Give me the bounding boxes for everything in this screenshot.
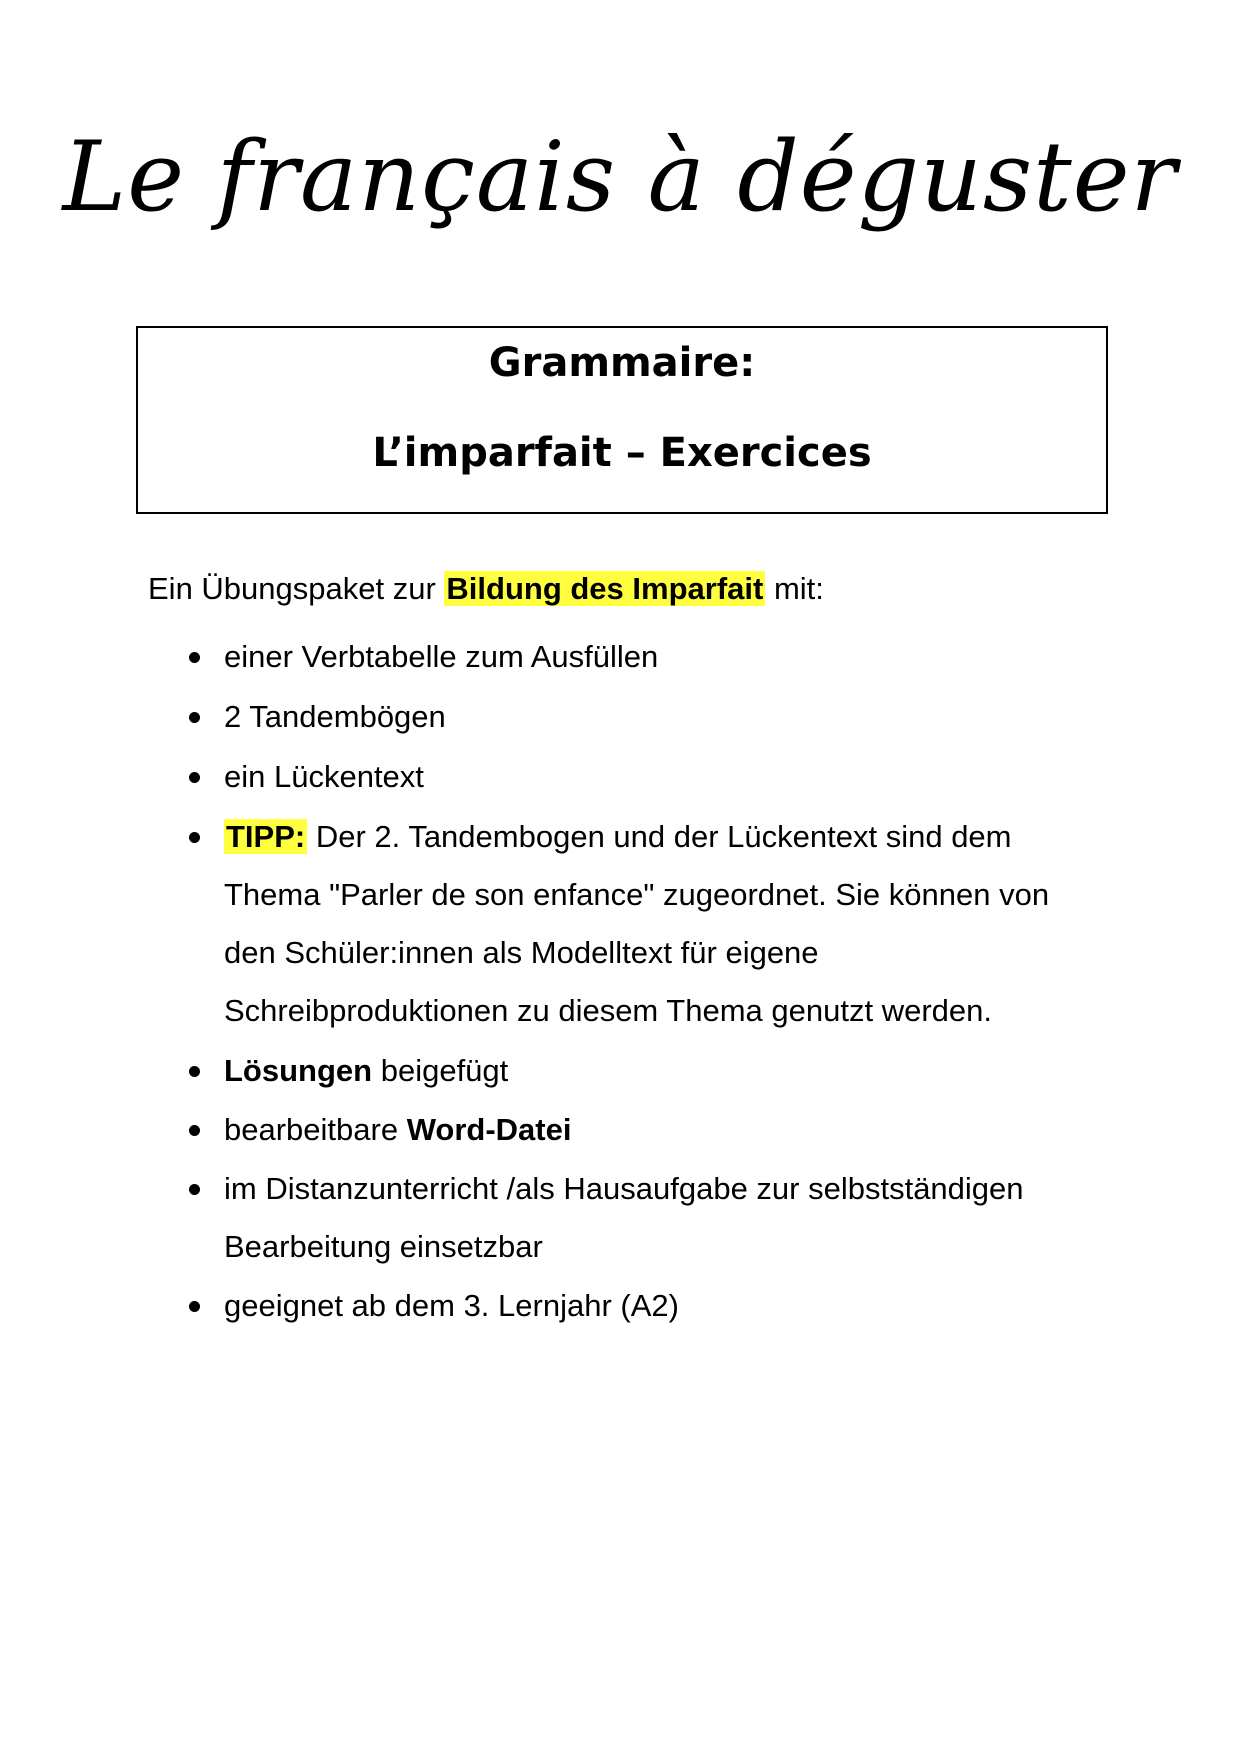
list-item [224,1101,1104,1159]
bullet-icon [189,832,200,843]
list-item [224,1160,1104,1276]
grammar-heading: Grammaire: [488,340,756,386]
list-item [224,748,1104,806]
intro-before: Ein Übungspaket zur [148,571,445,606]
list-item [224,1042,1104,1100]
solutions-label: Lösungen [224,1053,373,1088]
list-item-text: ein Lückentext [224,759,424,794]
list-item [224,628,1104,686]
tipp-label: TIPP: [226,819,306,854]
bullet-icon [189,652,200,663]
list-item-tipp [224,808,1104,1040]
bullet-icon [189,1066,200,1077]
script-title: Le français à déguster [62,121,1178,233]
list-item [224,1277,1104,1335]
bullet-icon [189,1184,200,1195]
list-item-text: einer Verbtabelle zum Ausfüllen [224,639,659,674]
list-item-text: beigefügt [372,1053,509,1088]
tipp-text: Der 2. Tandembogen und der Lückentext sind dem Thema "Parler de son enfance" zugeordnet. Sie können von den Schüler:innen als Modelltext für eigene Schreibproduktionen zu diesem Thema genutzt werden. [224,819,1050,1028]
bullet-icon [189,1125,200,1136]
word-file-label: Word-Datei [406,1112,572,1147]
intro-text [148,568,824,610]
list-item [224,688,1104,746]
exercise-title: L’imparfait – Exercices [372,430,872,476]
bullet-icon [189,772,200,783]
list-item-text: im Distanzunterricht /als Hausaufgabe zur selbstständigen Bearbeitung einsetzbar [224,1171,1024,1264]
intro-highlight: Bildung des Imparfait [446,571,764,606]
list-item-text: bearbeitbare [224,1112,407,1147]
intro-after: mit: [765,571,824,606]
bullet-icon [189,1301,200,1312]
list-item-text: geeignet ab dem 3. Lernjahr (A2) [224,1288,679,1323]
title-box [136,326,1108,514]
bullet-icon [189,712,200,723]
list-item-text: 2 Tandembögen [224,699,446,734]
